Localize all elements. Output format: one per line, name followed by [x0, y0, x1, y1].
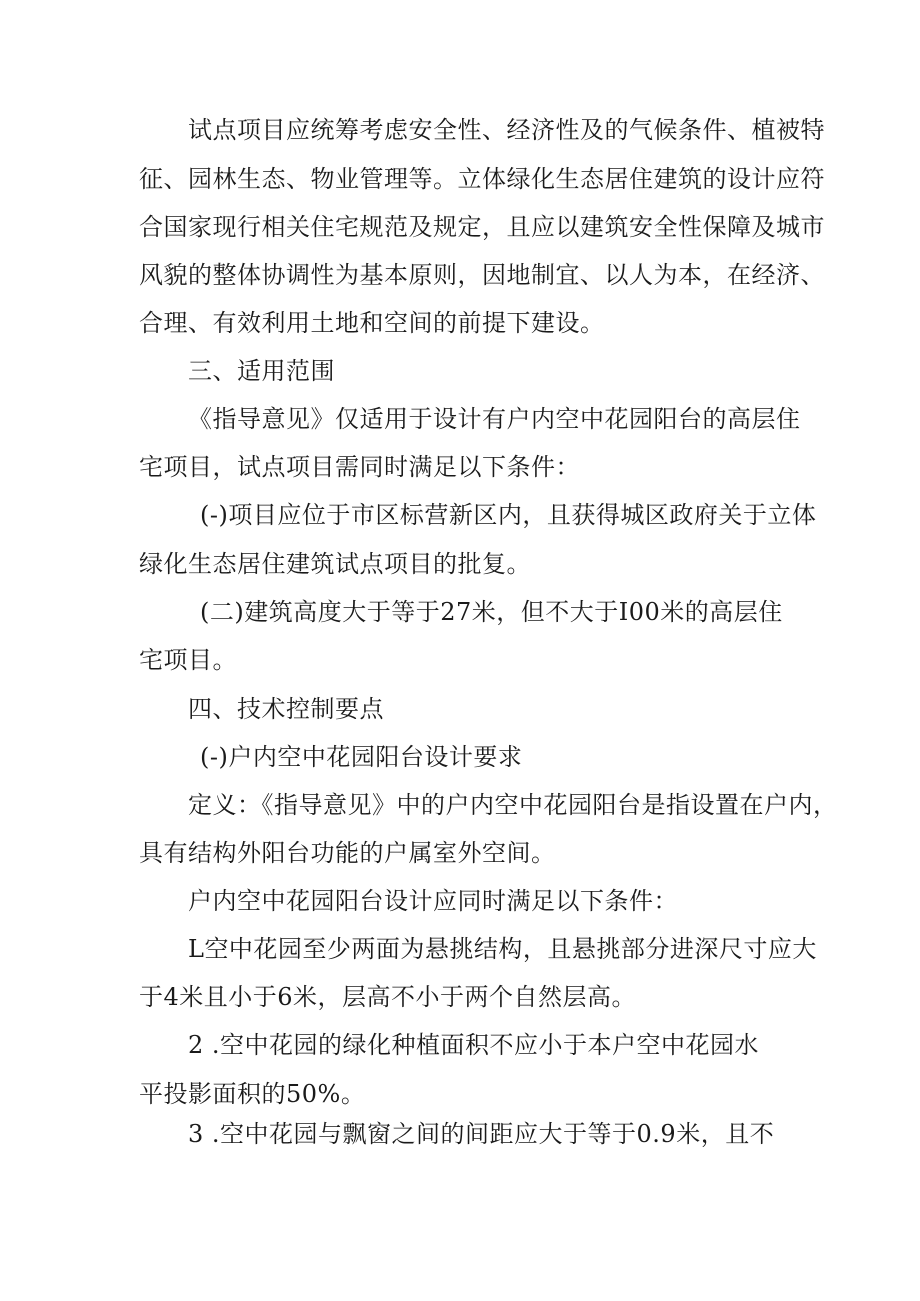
- list-item-line: 绿化生态居住建筑试点项目的批复。: [139, 550, 531, 578]
- paragraph-line: 宅项目，试点项目需同时满足以下条件：: [139, 453, 580, 481]
- paragraph-line: 征、园林生态、物业管理等。立体绿化生态居住建筑的设计应符: [139, 165, 825, 193]
- paragraph-line: 户内空中花园阳台设计应同时满足以下条件：: [188, 887, 678, 915]
- paragraph-line: 具有结构外阳台功能的户属室外空间。: [139, 839, 556, 867]
- paragraph-line: 风貌的整体协调性为基本原则，因地制宜、以人为本，在经济、: [139, 261, 825, 289]
- paragraph-line: 合理、有效利用土地和空间的前提下建设。: [139, 309, 605, 337]
- list-item-line: 于4米且小于6米，层高不小于两个自然层高。: [139, 983, 637, 1011]
- section-heading: 四、技术控制要点: [188, 695, 384, 723]
- paragraph-line: 《指导意见》仅适用于设计有户内空中花园阳台的高层住: [188, 405, 801, 433]
- list-item-line: 平投影面积的50%。: [139, 1080, 366, 1108]
- subsection-heading: (-)户内空中花园阳台设计要求: [200, 743, 523, 771]
- list-item-line: L空中花园至少两面为悬挑结构，且悬挑部分进深尺寸应大: [188, 935, 817, 963]
- list-item-line: (-)项目应位于市区标营新区内，且获得城区政府关于立体: [200, 501, 817, 529]
- paragraph-line: 定义：《指导意见》中的户内空中花园阳台是指设置在户内，: [188, 791, 838, 819]
- paragraph-line: 试点项目应统筹考虑安全性、经济性及的气候条件、植被特: [188, 116, 825, 144]
- list-item-line: 3 .空中花园与飘窗之间的间距应大于等于0.9米，且不: [188, 1120, 775, 1148]
- paragraph-line: 合国家现行相关住宅规范及规定，且应以建筑安全性保障及城市: [139, 213, 825, 241]
- section-heading: 三、适用范围: [188, 357, 335, 385]
- list-item-line: 2 .空中花园的绿化种植面积不应小于本户空中花园水: [188, 1031, 760, 1059]
- list-item-line: 宅项目。: [139, 646, 237, 674]
- list-item-line: (二)建筑高度大于等于27米，但不大于I00米的高层住: [200, 598, 783, 626]
